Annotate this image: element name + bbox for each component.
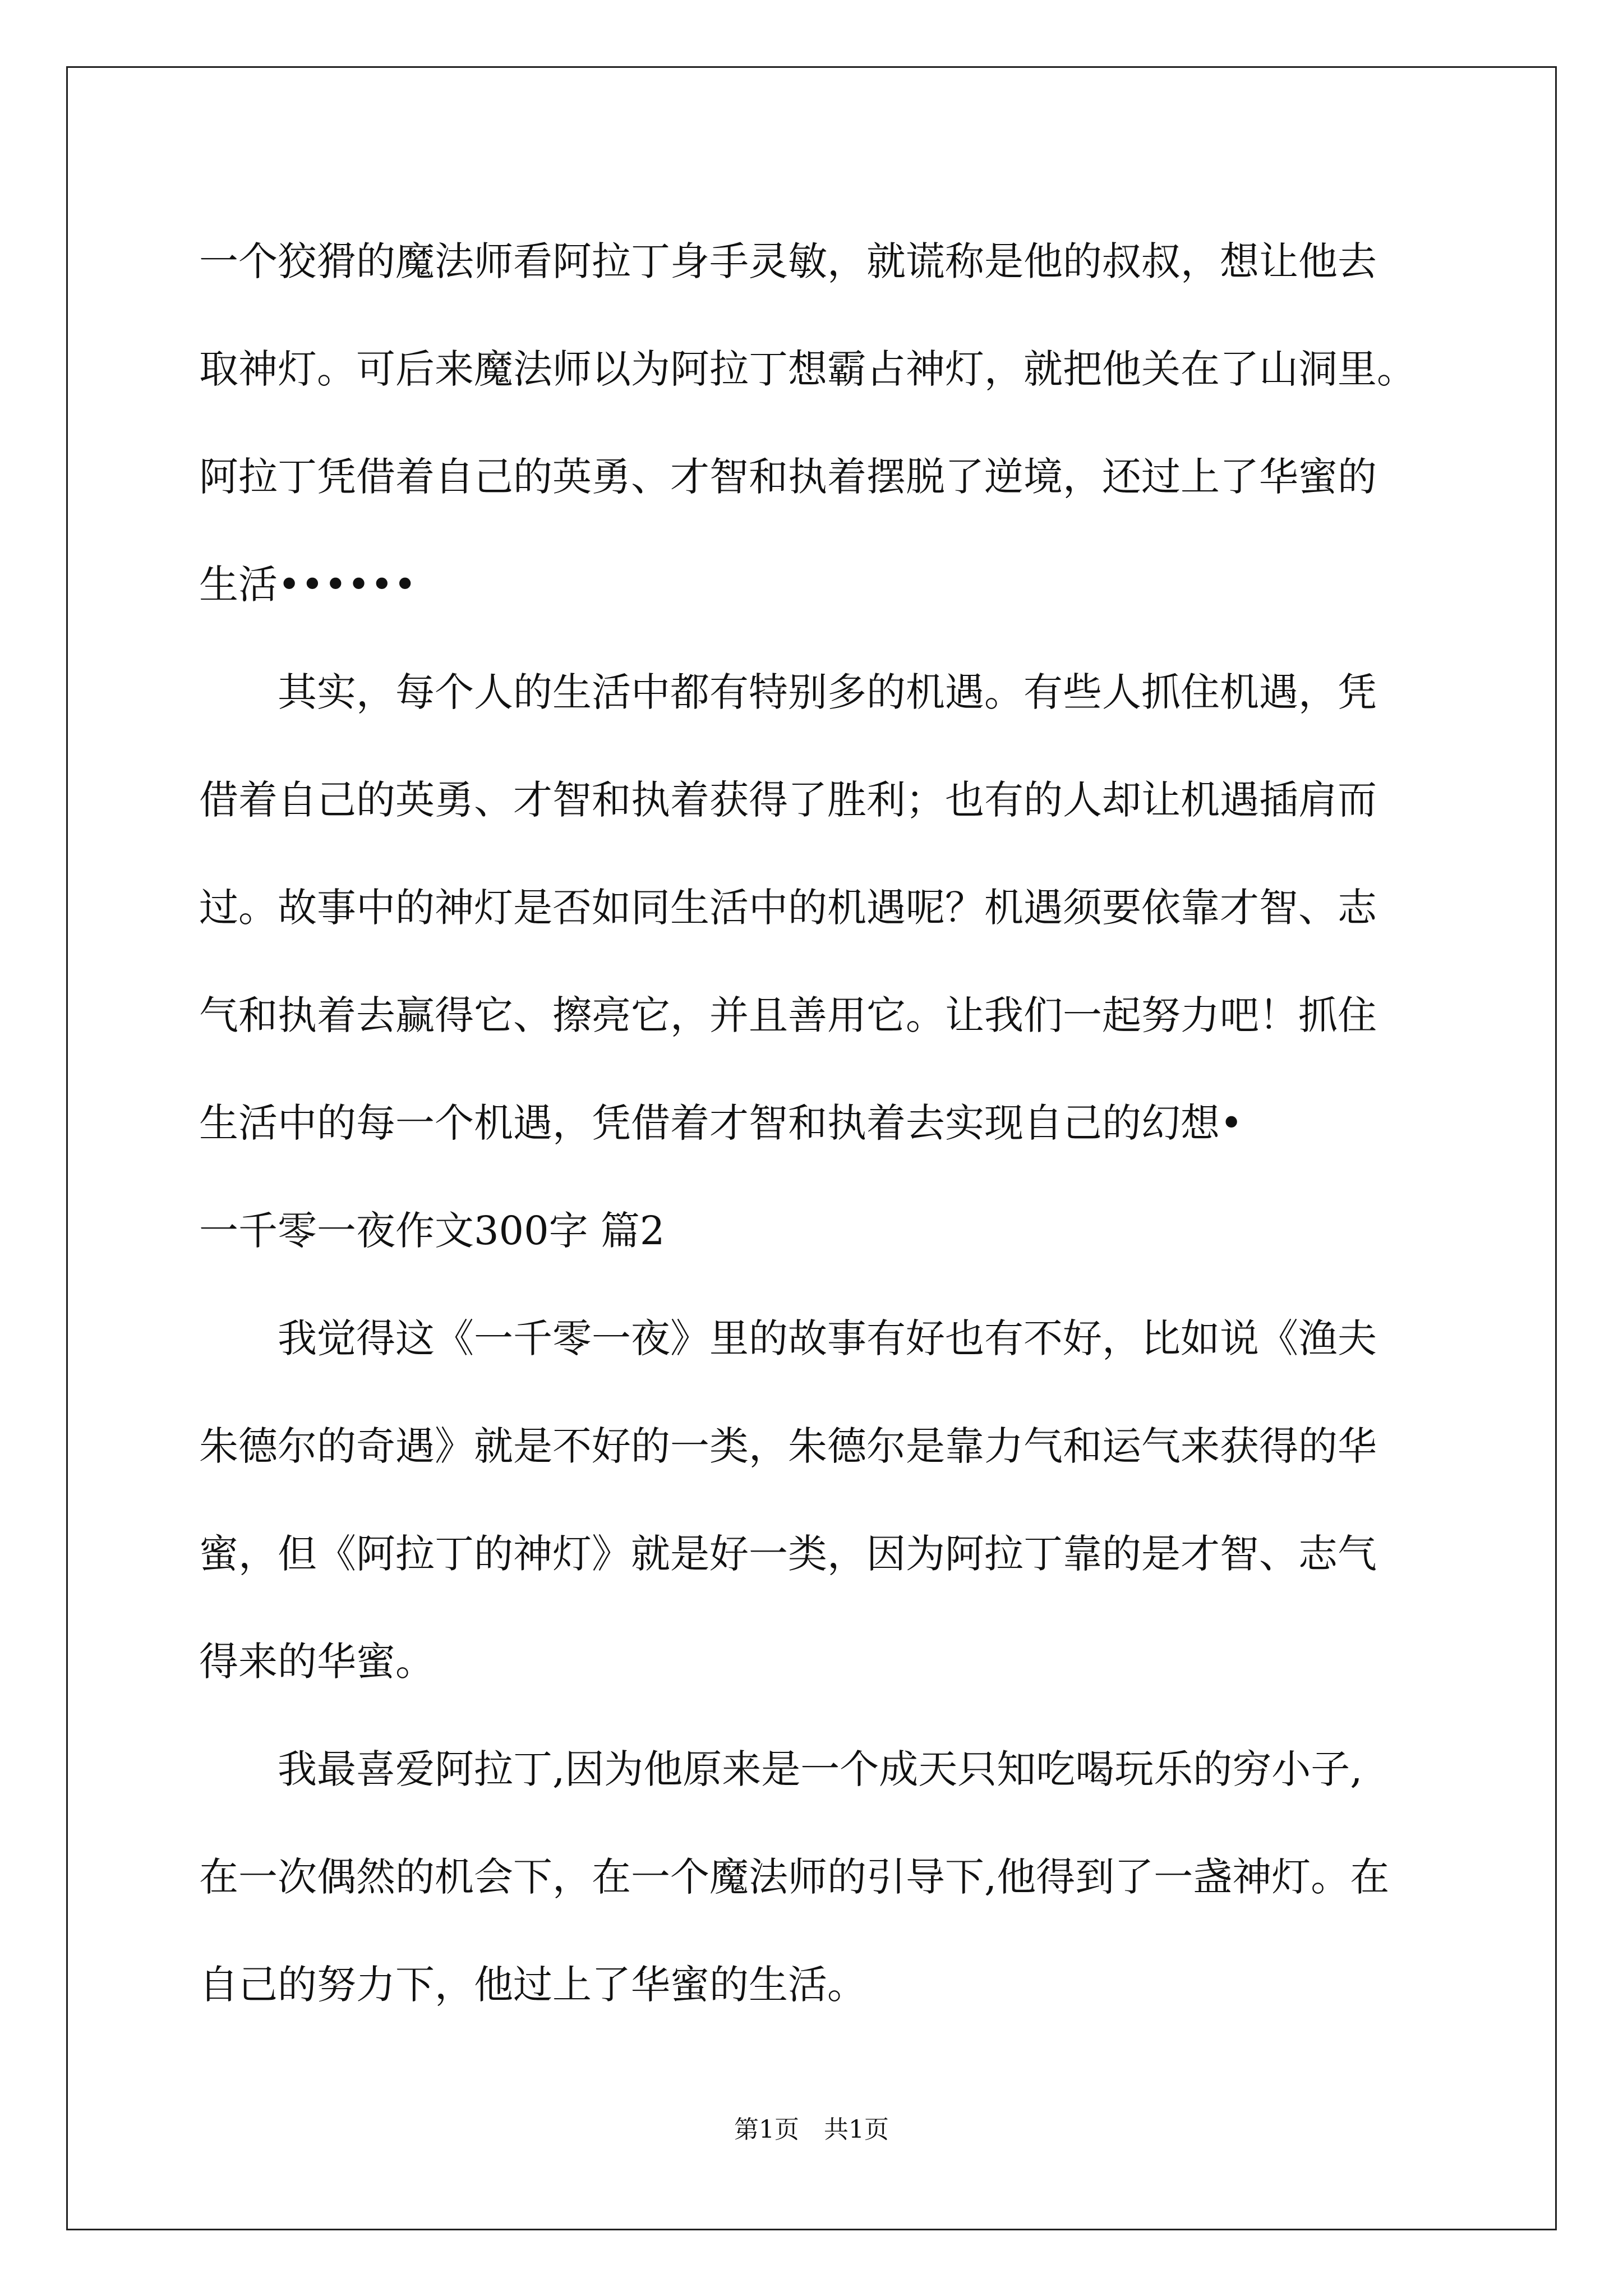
text-line: 取神灯。可后来魔法师以为阿拉丁想霸占神灯，就把他关在了山洞里。 [199,346,1416,392]
text-line: 自己的努力下，他过上了华蜜的生活。 [199,1962,866,2008]
text-line: 我觉得这《一千零一夜》里的故事有好也有不好，比如说《渔夫 [278,1315,1377,1361]
text-line: 借着自己的英勇、才智和执着获得了胜利；也有的人却让机遇插肩而 [199,777,1377,823]
document-body [199,208,1433,2039]
text-line: 一个狡猾的魔法师看阿拉丁身手灵敏，就谎称是他的叔叔，想让他去 [199,238,1377,284]
section-heading: 一千零一夜作文300字 篇2 [199,1208,665,1254]
text-line: 生活•••••• [199,562,417,608]
text-line: 得来的华蜜。 [199,1639,435,1685]
text-line: 阿拉丁凭借着自己的英勇、才智和执着摆脱了逆境，还过上了华蜜的 [199,454,1377,500]
text-line: 气和执着去赢得它、擦亮它，并且善用它。让我们一起努力吧！抓住 [199,992,1377,1038]
page-footer: 第1页 共1页 [734,2115,889,2144]
text-line: 其实，每个人的生活中都有特别多的机遇。有些人抓住机遇，凭 [278,669,1377,715]
text-line: 我最喜爱阿拉丁,因为他原来是一个成天只知吃喝玩乐的穷小子, [278,1746,1363,1792]
text-line: 过。故事中的神灯是否如同生活中的机遇呢？机遇须要依靠才智、志 [199,885,1377,931]
text-line: 在一次偶然的机会下，在一个魔法师的引导下,他得到了一盏神灯。在 [199,1854,1390,1900]
text-line: 蜜，但《阿拉丁的神灯》就是好一类，因为阿拉丁靠的是才智、志气 [199,1531,1377,1577]
text-line: 朱德尔的奇遇》就是不好的一类，朱德尔是靠力气和运气来获得的华 [199,1423,1377,1469]
text-line: 生活中的每一个机遇，凭借着才智和执着去实现自己的幻想• [199,1100,1243,1146]
